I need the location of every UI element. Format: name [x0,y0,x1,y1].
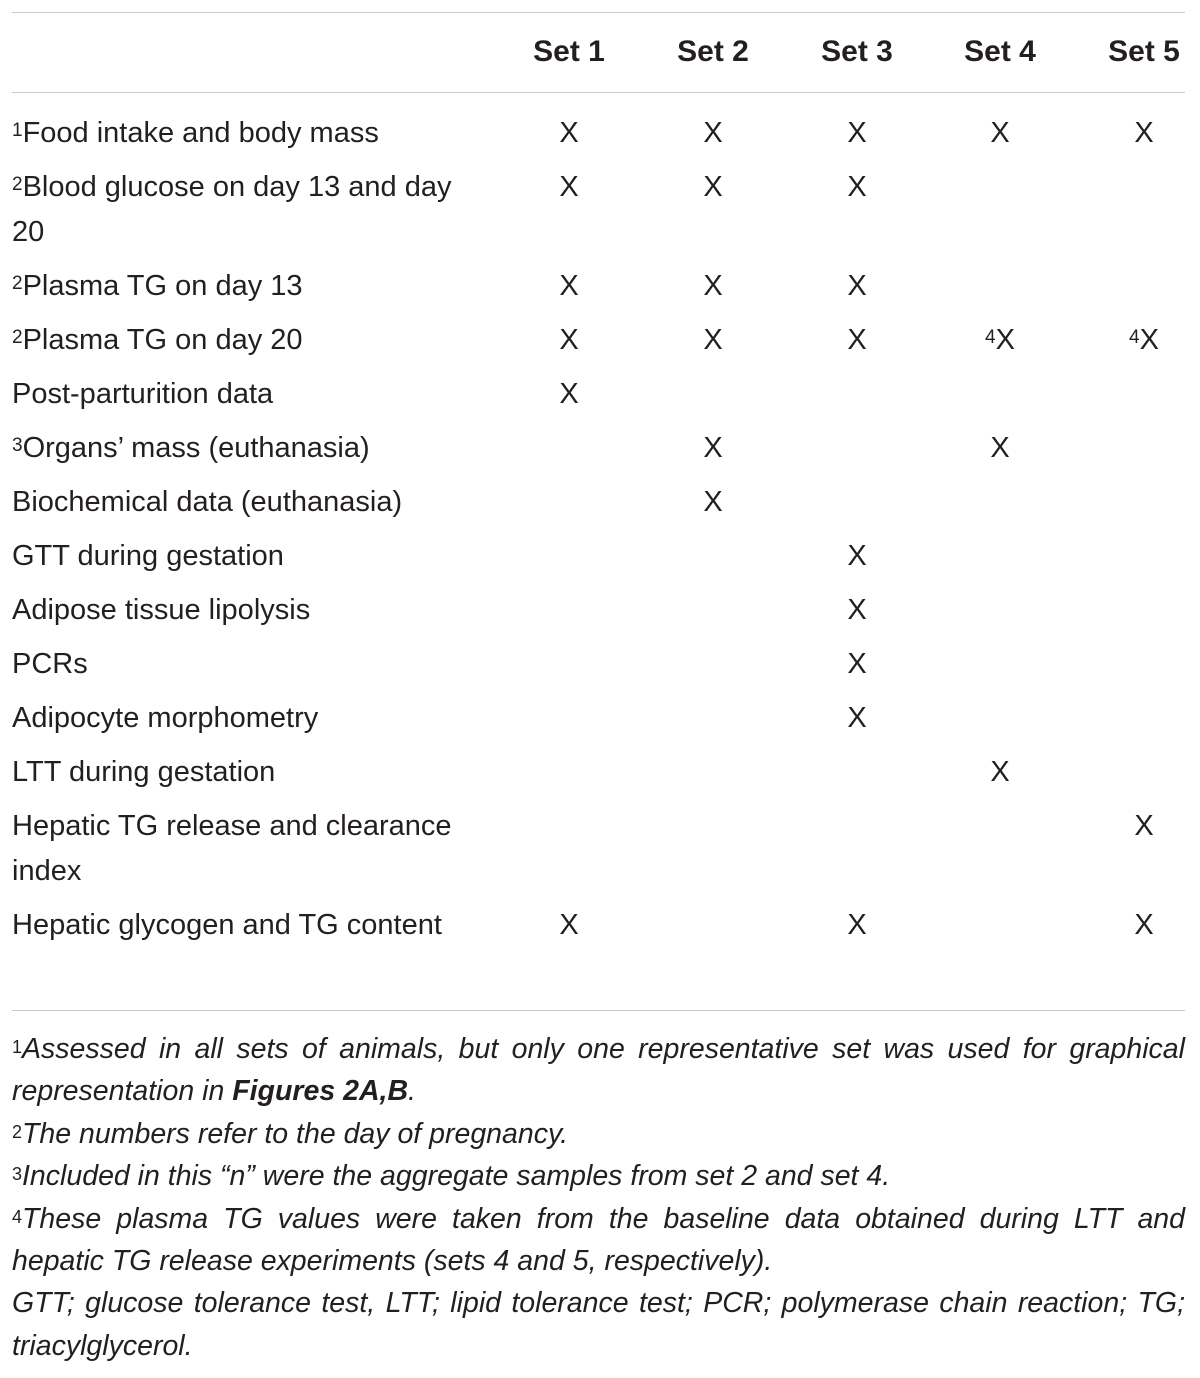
column-header: Set 4 [964,35,1036,68]
row-label-text: GTT during gestation [12,540,284,572]
row-label [12,372,462,417]
row-label-text: Hepatic TG release and clearance index [12,810,452,887]
footnote-marker: 1 [12,1037,23,1057]
table-cell [797,318,917,363]
footnote-text: These plasma TG values were taken from the baseline data obtained during LTT and hepatic TG release experiments (sets 4 and 5, respectively). [12,1202,1185,1278]
table-cell [1084,111,1200,156]
column-header: Set 2 [677,35,749,68]
cell-mark: X [559,270,579,302]
column-header: Set 1 [533,35,605,68]
row-footnote-marker: 2 [12,174,23,195]
cell-mark: X [847,594,867,626]
cell-mark: X [1134,810,1154,842]
table-cell [797,111,917,156]
cell-footnote-marker: 4 [1129,327,1140,348]
table-cell [653,480,773,525]
row-label-text: Blood glucose on day 13 and day 20 [12,171,452,248]
row-label [12,480,462,525]
table-cell [653,264,773,309]
row-footnote-marker: 1 [12,120,23,141]
footnote-marker: 2 [12,1121,23,1142]
row-label [12,534,462,579]
cell-mark: X [559,378,579,410]
cell-mark: X [990,756,1010,788]
cell-mark: X [703,432,723,464]
row-label [12,165,462,255]
row-label [12,696,462,741]
table-top-rule [12,12,1185,13]
cell-mark: X [847,540,867,572]
table-cell [797,534,917,579]
row-footnote-marker: 2 [12,273,23,294]
footnote-3 [12,1155,1185,1197]
table-cell [653,318,773,363]
table-cell [940,318,1060,363]
row-label-text: Adipose tissue lipolysis [12,594,311,626]
cell-mark: X [990,432,1010,464]
row-label [12,903,462,948]
table-cell [653,165,773,210]
cell-mark: X [703,117,723,149]
footnote-text: The numbers refer to the day of pregnancy. [22,1117,569,1150]
cell-mark: X [847,117,867,149]
table-cell [797,165,917,210]
table-cell [653,111,773,156]
footnote-marker: 3 [12,1164,23,1185]
row-footnote-marker: 3 [12,435,23,456]
footnote-text: Included in this “n” were the aggregate samples from set 2 and set 4. [22,1160,891,1193]
row-label [12,804,462,894]
cell-mark: X [559,324,579,356]
table-cell [1084,903,1200,948]
row-label-text: Adipocyte morphometry [12,702,319,734]
cell-mark: X [847,909,867,941]
table-bottom-rule [12,1010,1185,1011]
cell-mark: X [703,171,723,203]
table-cell [509,903,629,948]
abbreviations-note: GTT; glucose tolerance test, LTT; lipid tolerance test; PCR; polymerase chain reaction; TG; triacylglycerol. [12,1287,1185,1362]
cell-mark: X [559,117,579,149]
cell-footnote-marker: 4 [985,327,996,348]
row-label-text: LTT during gestation [12,756,276,788]
row-label-text: Hepatic glycogen and TG content [12,909,442,941]
row-label [12,111,462,156]
table-cell [1084,318,1200,363]
row-footnote-marker: 2 [12,327,23,348]
cell-mark: X [847,702,867,734]
row-label [12,426,462,471]
cell-mark: X [703,486,723,518]
table-cell [509,264,629,309]
row-label-text: Organs’ mass (euthanasia) [22,432,370,464]
footnote-text-end: . [408,1075,416,1108]
table-cell [797,588,917,633]
table-cell [797,903,917,948]
cell-mark: X [1139,324,1159,356]
row-label [12,642,462,687]
row-label [12,264,462,309]
row-label-text: Biochemical data (euthanasia) [12,486,403,518]
footnote-marker: 4 [12,1206,23,1227]
cell-mark: X [847,171,867,203]
row-label [12,588,462,633]
cell-mark: X [847,324,867,356]
table-cell [509,318,629,363]
table-cell [940,111,1060,156]
table-cell [797,264,917,309]
row-label [12,750,462,795]
row-label-text: PCRs [12,648,88,680]
table-cell [797,642,917,687]
cell-mark: X [995,324,1015,356]
table-cell [1084,804,1200,849]
footnote-text: Assessed in all sets of animals, but only one representative set was used for graphical representation in [12,1033,1185,1108]
cell-mark: X [990,117,1010,149]
row-label-text: Plasma TG on day 13 [22,270,303,302]
cell-mark: X [1134,909,1154,941]
row-label-text: Plasma TG on day 20 [22,324,303,356]
cell-mark: X [703,270,723,302]
table-cell [797,696,917,741]
cell-mark: X [847,270,867,302]
column-header: Set 5 [1108,35,1180,68]
table-cell [509,372,629,417]
column-header: Set 3 [821,35,893,68]
cell-mark: X [1134,117,1154,149]
cell-mark: X [559,171,579,203]
figure-reference: Figures 2A,B [232,1075,409,1108]
table-header-rule [12,92,1185,93]
cell-mark: X [703,324,723,356]
table-footnotes [12,1028,1185,1367]
cell-mark: X [847,648,867,680]
footnote-4 [12,1198,1185,1283]
table-cell [653,426,773,471]
footnote-1 [12,1028,1185,1113]
cell-mark: X [559,909,579,941]
table-cell [940,426,1060,471]
row-label-text: Post-parturition data [12,378,274,410]
table-cell [509,165,629,210]
row-label-text: Food intake and body mass [22,117,379,149]
table-cell [509,111,629,156]
table-cell [940,750,1060,795]
row-label [12,318,462,363]
footnote-2 [12,1113,1185,1155]
